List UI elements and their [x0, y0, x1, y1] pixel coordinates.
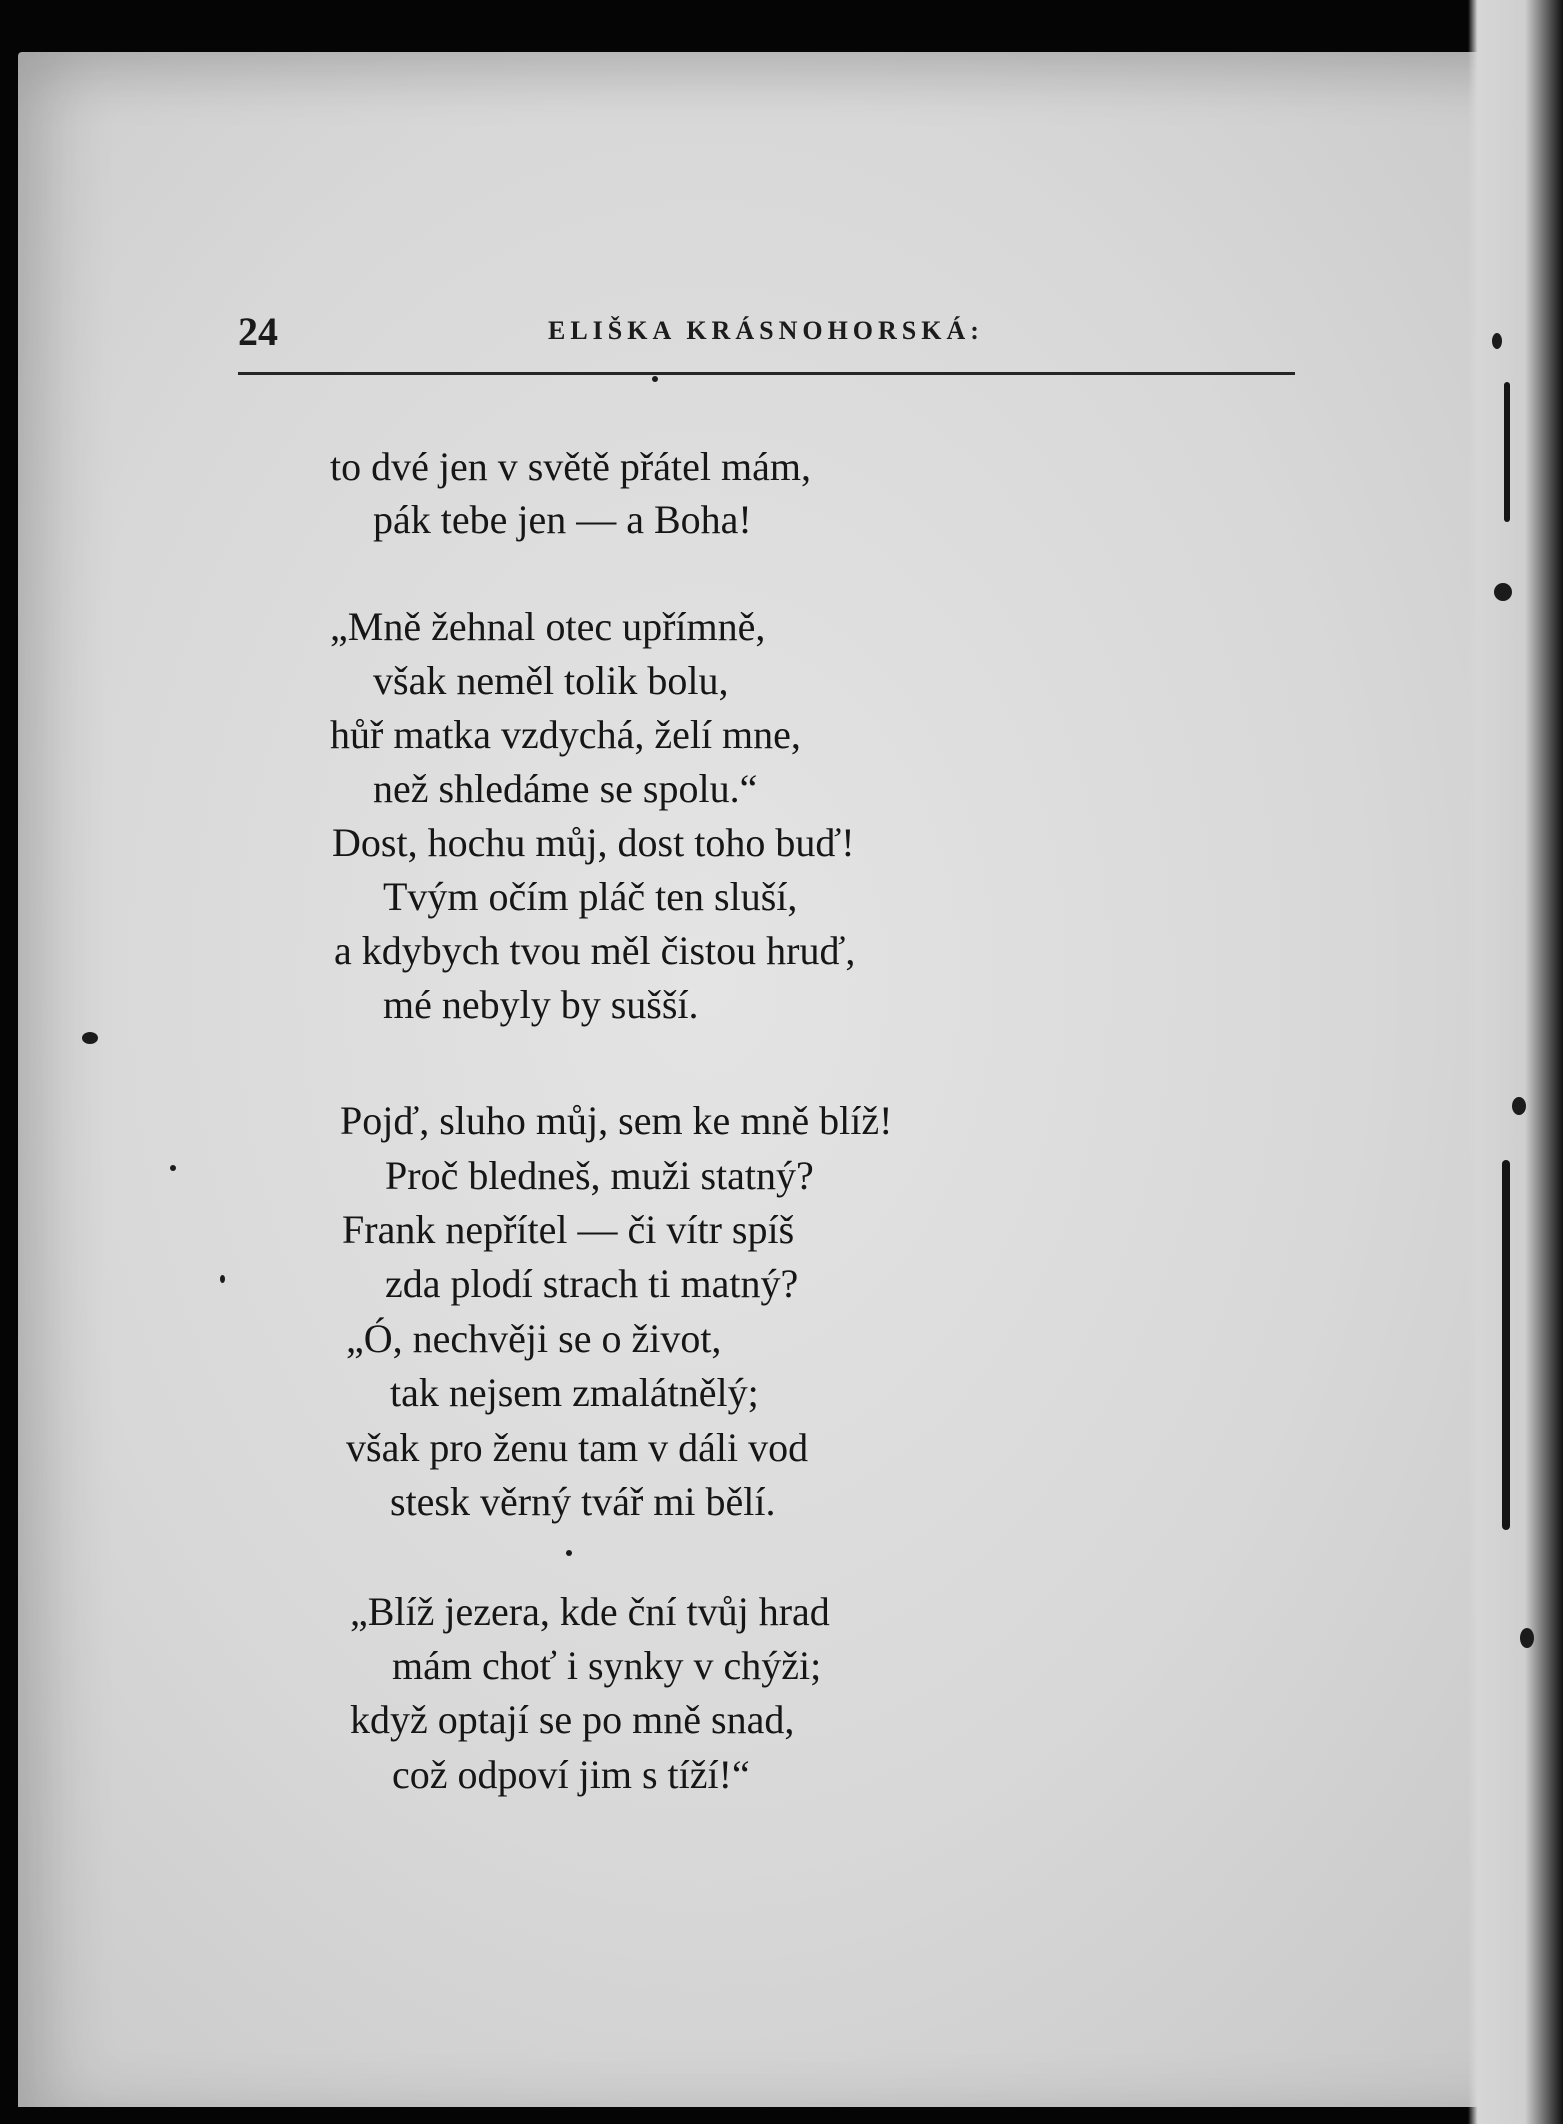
- poem-line: stesk věrný tvář mi bělí.: [390, 1479, 776, 1524]
- gutter-mark: [1502, 1160, 1510, 1530]
- poem-line: Frank nepřítel — či vítr spíš: [342, 1207, 795, 1252]
- gutter-spot: [1492, 333, 1502, 349]
- page-number: 24: [238, 309, 278, 354]
- gutter-spot: [1512, 1097, 1526, 1115]
- poem-line: Pojď, sluho můj, sem ke mně blíž!: [340, 1098, 893, 1143]
- poem-line: však pro ženu tam v dáli vod: [346, 1425, 809, 1470]
- poem-line: hůř matka vzdychá, želí mne,: [330, 712, 801, 757]
- poem-line: „Ó, nechvěji se o život,: [346, 1316, 722, 1361]
- ink-speck: [652, 376, 658, 382]
- poem-line: „Mně žehnal otec upřímně,: [330, 604, 766, 649]
- poem-line: to dvé jen v světě přátel mám,: [330, 444, 811, 489]
- poem-line: mám choť i synky v chýži;: [392, 1643, 822, 1688]
- poem-line: mé nebyly by sušší.: [383, 982, 699, 1027]
- ink-speck: [82, 1032, 98, 1044]
- poem-line: pák tebe jen — a Boha!: [373, 497, 752, 542]
- poem-line: tak nejsem zmalátnělý;: [390, 1370, 759, 1415]
- poem-line: když optají se po mně snad,: [350, 1697, 795, 1742]
- poem-line: než shledáme se spolu.“: [373, 766, 758, 811]
- gutter-spot: [1520, 1628, 1534, 1648]
- poem-line: Tvým očím pláč ten sluší,: [383, 874, 798, 919]
- poem-line: a kdybych tvou měl čistou hruď,: [334, 928, 856, 973]
- poem-line: zda plodí strach ti matný?: [385, 1261, 799, 1306]
- ink-speck: [566, 1550, 572, 1556]
- poem-line: což odpoví jim s tíží!“: [392, 1752, 750, 1797]
- running-head: ELIŠKA KRÁSNOHORSKÁ:: [548, 316, 984, 345]
- poem-line: Dost, hochu můj, dost toho buď!: [332, 820, 855, 865]
- poem-line: však neměl tolik bolu,: [373, 658, 729, 703]
- ink-speck: [170, 1165, 176, 1171]
- poem-line: „Blíž jezera, kde ční tvůj hrad: [350, 1589, 830, 1634]
- ink-speck: [220, 1275, 225, 1283]
- gutter-spot: [1494, 583, 1512, 601]
- poem-line: Proč bledneš, muži statný?: [385, 1153, 814, 1198]
- gutter-mark: [1504, 382, 1510, 522]
